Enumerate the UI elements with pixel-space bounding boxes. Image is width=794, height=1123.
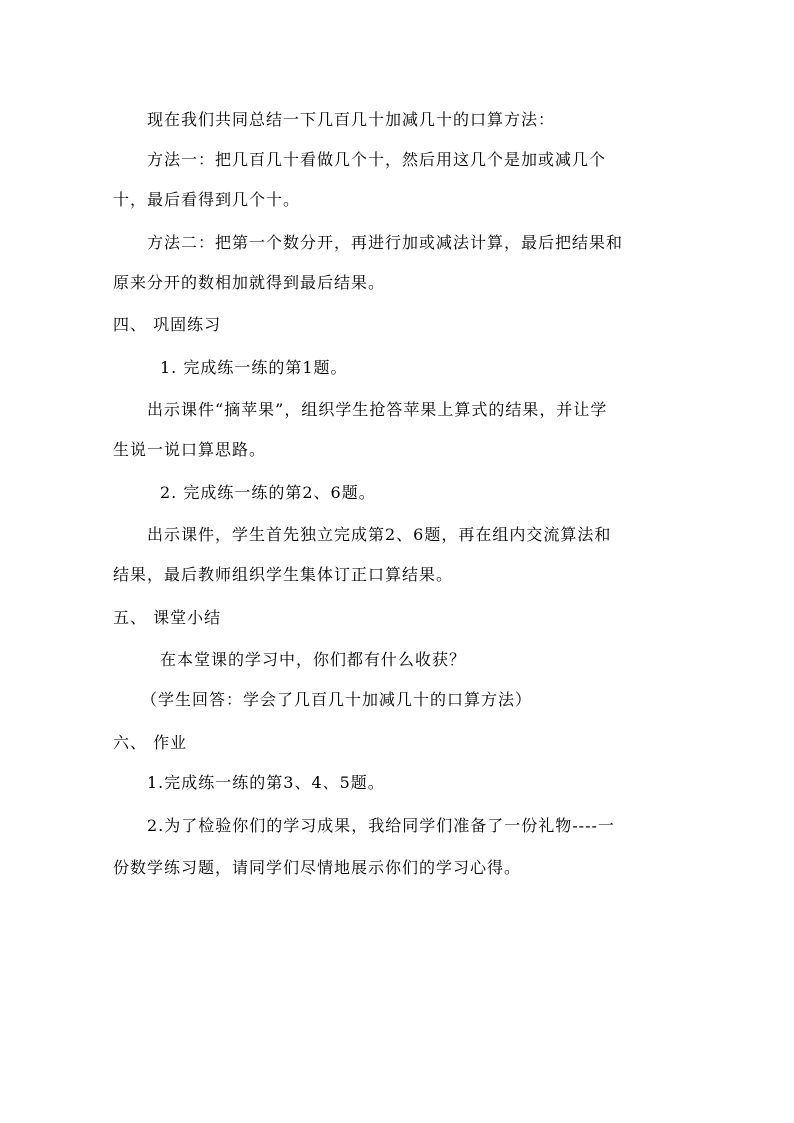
section-heading-homework: 六、 作业 bbox=[113, 733, 188, 752]
homework-item-2-line-2: 份数学练习题，请同学们尽情地展示你们的学习心得。 bbox=[113, 858, 522, 877]
method-two-line-1: 方法二：把第一个数分开，再进行加或减法计算，最后把结果和 bbox=[147, 233, 624, 252]
summary-question: 在本堂课的学习中，你们都有什么收获？ bbox=[160, 650, 467, 669]
practice-item-1: 1. 完成练一练的第1题。 bbox=[160, 358, 348, 377]
method-one-line-2: 十，最后看得到几个十。 bbox=[113, 190, 301, 209]
practice-item-2-desc-line-1: 出示课件，学生首先独立完成第2、6题，再在组内交流算法和 bbox=[147, 525, 612, 544]
practice-item-2: 2. 完成练一练的第2、6题。 bbox=[160, 483, 376, 502]
method-two-line-2: 原来分开的数相加就得到最后结果。 bbox=[113, 273, 386, 292]
practice-item-2-desc-line-2: 结果，最后教师组织学生集体订正口算结果。 bbox=[113, 565, 454, 584]
homework-item-2-line-1: 2.为了检验你们的学习成果，我给同学们准备了一份礼物----一 bbox=[147, 816, 615, 835]
homework-item-1: 1.完成练一练的第3、4、5题。 bbox=[147, 773, 385, 792]
practice-item-1-desc-line-2: 生说一说口算思路。 bbox=[113, 440, 267, 459]
summary-intro: 现在我们共同总结一下几百几十加减几十的口算方法： bbox=[147, 110, 556, 129]
method-one-line-1: 方法一：把几百几十看做几个十，然后用这几个是加或减几个 bbox=[147, 150, 607, 169]
section-heading-practice: 四、 巩固练习 bbox=[113, 315, 222, 334]
section-heading-summary: 五、 课堂小结 bbox=[113, 608, 222, 627]
student-answer: （学生回答：学会了几百几十加减几十的口算方法） bbox=[141, 690, 533, 709]
practice-item-1-desc-line-1: 出示课件“摘苹果”，组织学生抢答苹果上算式的结果，并让学 bbox=[147, 400, 608, 419]
